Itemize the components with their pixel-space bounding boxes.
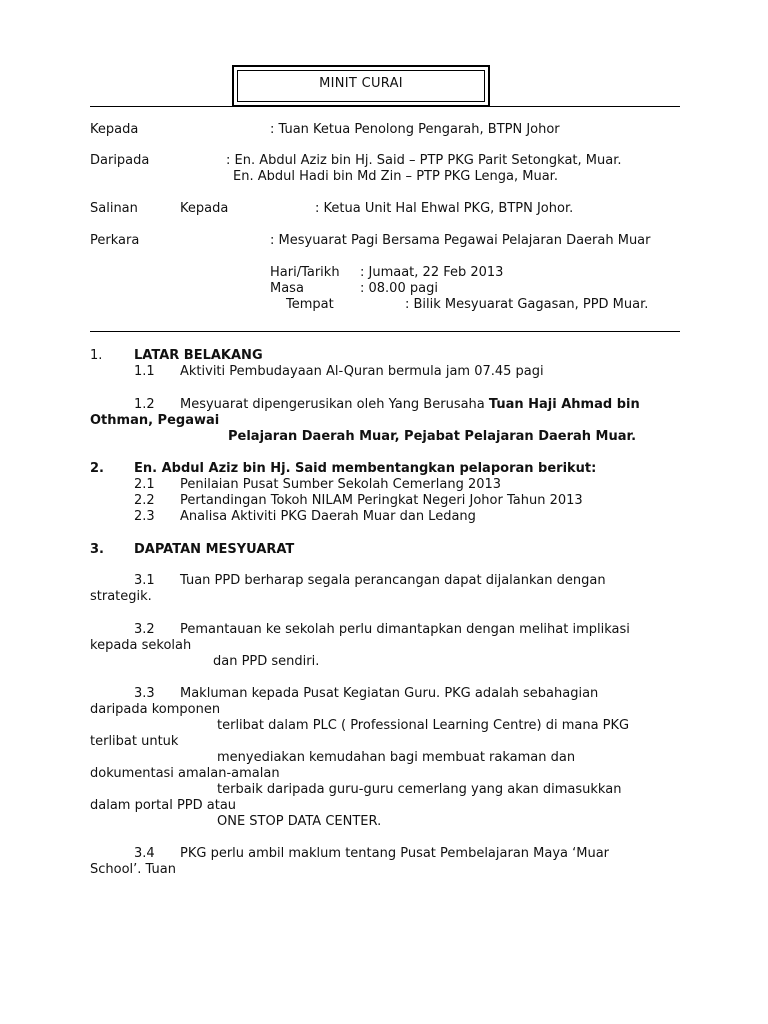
item-3-3-line-1: Makluman kepada Pusat Kegiatan Guru. PKG adalah sebahagian xyxy=(180,686,599,701)
section1-heading: LATAR BELAKANG xyxy=(134,348,263,363)
item-1-2-text: Mesyuarat dipengerusikan oleh Yang Berusaha xyxy=(180,397,489,412)
section2-number: 2. xyxy=(90,461,104,476)
top-rule xyxy=(90,106,680,107)
masa-value: : 08.00 pagi xyxy=(360,281,438,296)
kepada-label: Kepada xyxy=(90,122,139,137)
salinan-label: Salinan xyxy=(90,201,138,216)
item-3-3-number: 3.3 xyxy=(134,686,155,701)
daripada-value-2: En. Abdul Hadi bin Md Zin – PTP PKG Lenga, Muar. xyxy=(233,169,558,184)
hari-label: Hari/Tarikh xyxy=(270,265,340,280)
item-2-1-text: Penilaian Pusat Sumber Sekolah Cemerlang 2013 xyxy=(180,477,502,492)
perkara-value: : Mesyuarat Pagi Bersama Pegawai Pelajaran Daerah Muar xyxy=(270,233,651,248)
item-2-3-number: 2.3 xyxy=(134,509,155,524)
item-3-4-number: 3.4 xyxy=(134,846,155,861)
masa-label: Masa xyxy=(270,281,304,296)
item-3-3-line-5: menyediakan kemudahan bagi membuat rakaman dan xyxy=(217,750,576,765)
item-3-3-line-4: terlibat untuk xyxy=(90,734,179,749)
item-3-3-line-6: dokumentasi amalan-amalan xyxy=(90,766,280,781)
title-box xyxy=(232,65,490,107)
item-3-2-line-2: kepada sekolah xyxy=(90,638,192,653)
header-rule xyxy=(90,331,680,332)
item-3-3-line-7: terbaik daripada guru-guru cemerlang yang akan dimasukkan xyxy=(217,782,622,797)
item-3-4-line-1: PKG perlu ambil maklum tentang Pusat Pembelajaran Maya ‘Muar xyxy=(180,846,610,861)
item-3-2-line-1: Pemantauan ke sekolah perlu dimantapkan dengan melihat implikasi xyxy=(180,622,630,637)
item-2-2-number: 2.2 xyxy=(134,493,155,508)
tempat-label: Tempat xyxy=(286,297,334,312)
perkara-label: Perkara xyxy=(90,233,140,248)
item-3-1-number: 3.1 xyxy=(134,573,155,588)
item-1-2-bold-2: Othman, Pegawai xyxy=(90,413,220,428)
section2-heading: En. Abdul Aziz bin Hj. Said membentangkan pelaporan berikut: xyxy=(134,461,597,476)
item-3-2-line-3: dan PPD sendiri. xyxy=(213,654,320,669)
item-1-2-bold-1: Tuan Haji Ahmad bin xyxy=(488,397,640,412)
section3-number: 3. xyxy=(90,542,104,557)
document-title: MINIT CURAI xyxy=(319,76,403,91)
daripada-label: Daripada xyxy=(90,153,150,168)
item-3-1-line-2: strategik. xyxy=(90,589,152,604)
item-3-2-number: 3.2 xyxy=(134,622,155,637)
item-2-3-text: Analisa Aktiviti PKG Daerah Muar dan Ledang xyxy=(180,509,476,524)
item-3-3-line-8: dalam portal PPD atau xyxy=(90,798,237,813)
item-3-1-line-1: Tuan PPD berharap segala perancangan dapat dijalankan dengan xyxy=(180,573,606,588)
salinan-value: : Ketua Unit Hal Ehwal PKG, BTPN Johor. xyxy=(315,201,574,216)
item-1-2-bold-3: Pelajaran Daerah Muar, Pejabat Pelajaran Daerah Muar. xyxy=(228,429,637,444)
tempat-value: : Bilik Mesyuarat Gagasan, PPD Muar. xyxy=(405,297,649,312)
item-1-1-number: 1.1 xyxy=(134,364,155,379)
item-3-3-line-3: terlibat dalam PLC ( Professional Learning Centre) di mana PKG xyxy=(217,718,630,733)
item-3-3-line-2: daripada komponen xyxy=(90,702,221,717)
item-3-3-line-9: ONE STOP DATA CENTER. xyxy=(217,814,382,829)
section3-heading: DAPATAN MESYUARAT xyxy=(134,542,295,557)
kepada-value: : Tuan Ketua Penolong Pengarah, BTPN Johor xyxy=(270,122,560,137)
item-1-2-number: 1.2 xyxy=(134,397,155,412)
item-1-1-text: Aktiviti Pembudayaan Al-Quran bermula jam 07.45 pagi xyxy=(180,364,544,379)
item-2-1-number: 2.1 xyxy=(134,477,155,492)
salinan-kepada-label: Kepada xyxy=(180,201,229,216)
section1-number: 1. xyxy=(90,348,103,363)
item-3-4-line-2: School’. Tuan xyxy=(90,862,176,877)
item-1-2-line-1 xyxy=(180,397,640,413)
item-2-2-text: Pertandingan Tokoh NILAM Peringkat Negeri Johor Tahun 2013 xyxy=(180,493,583,508)
hari-value: : Jumaat, 22 Feb 2013 xyxy=(360,265,504,280)
daripada-value-1: : En. Abdul Aziz bin Hj. Said – PTP PKG Parit Setongkat, Muar. xyxy=(226,153,622,168)
